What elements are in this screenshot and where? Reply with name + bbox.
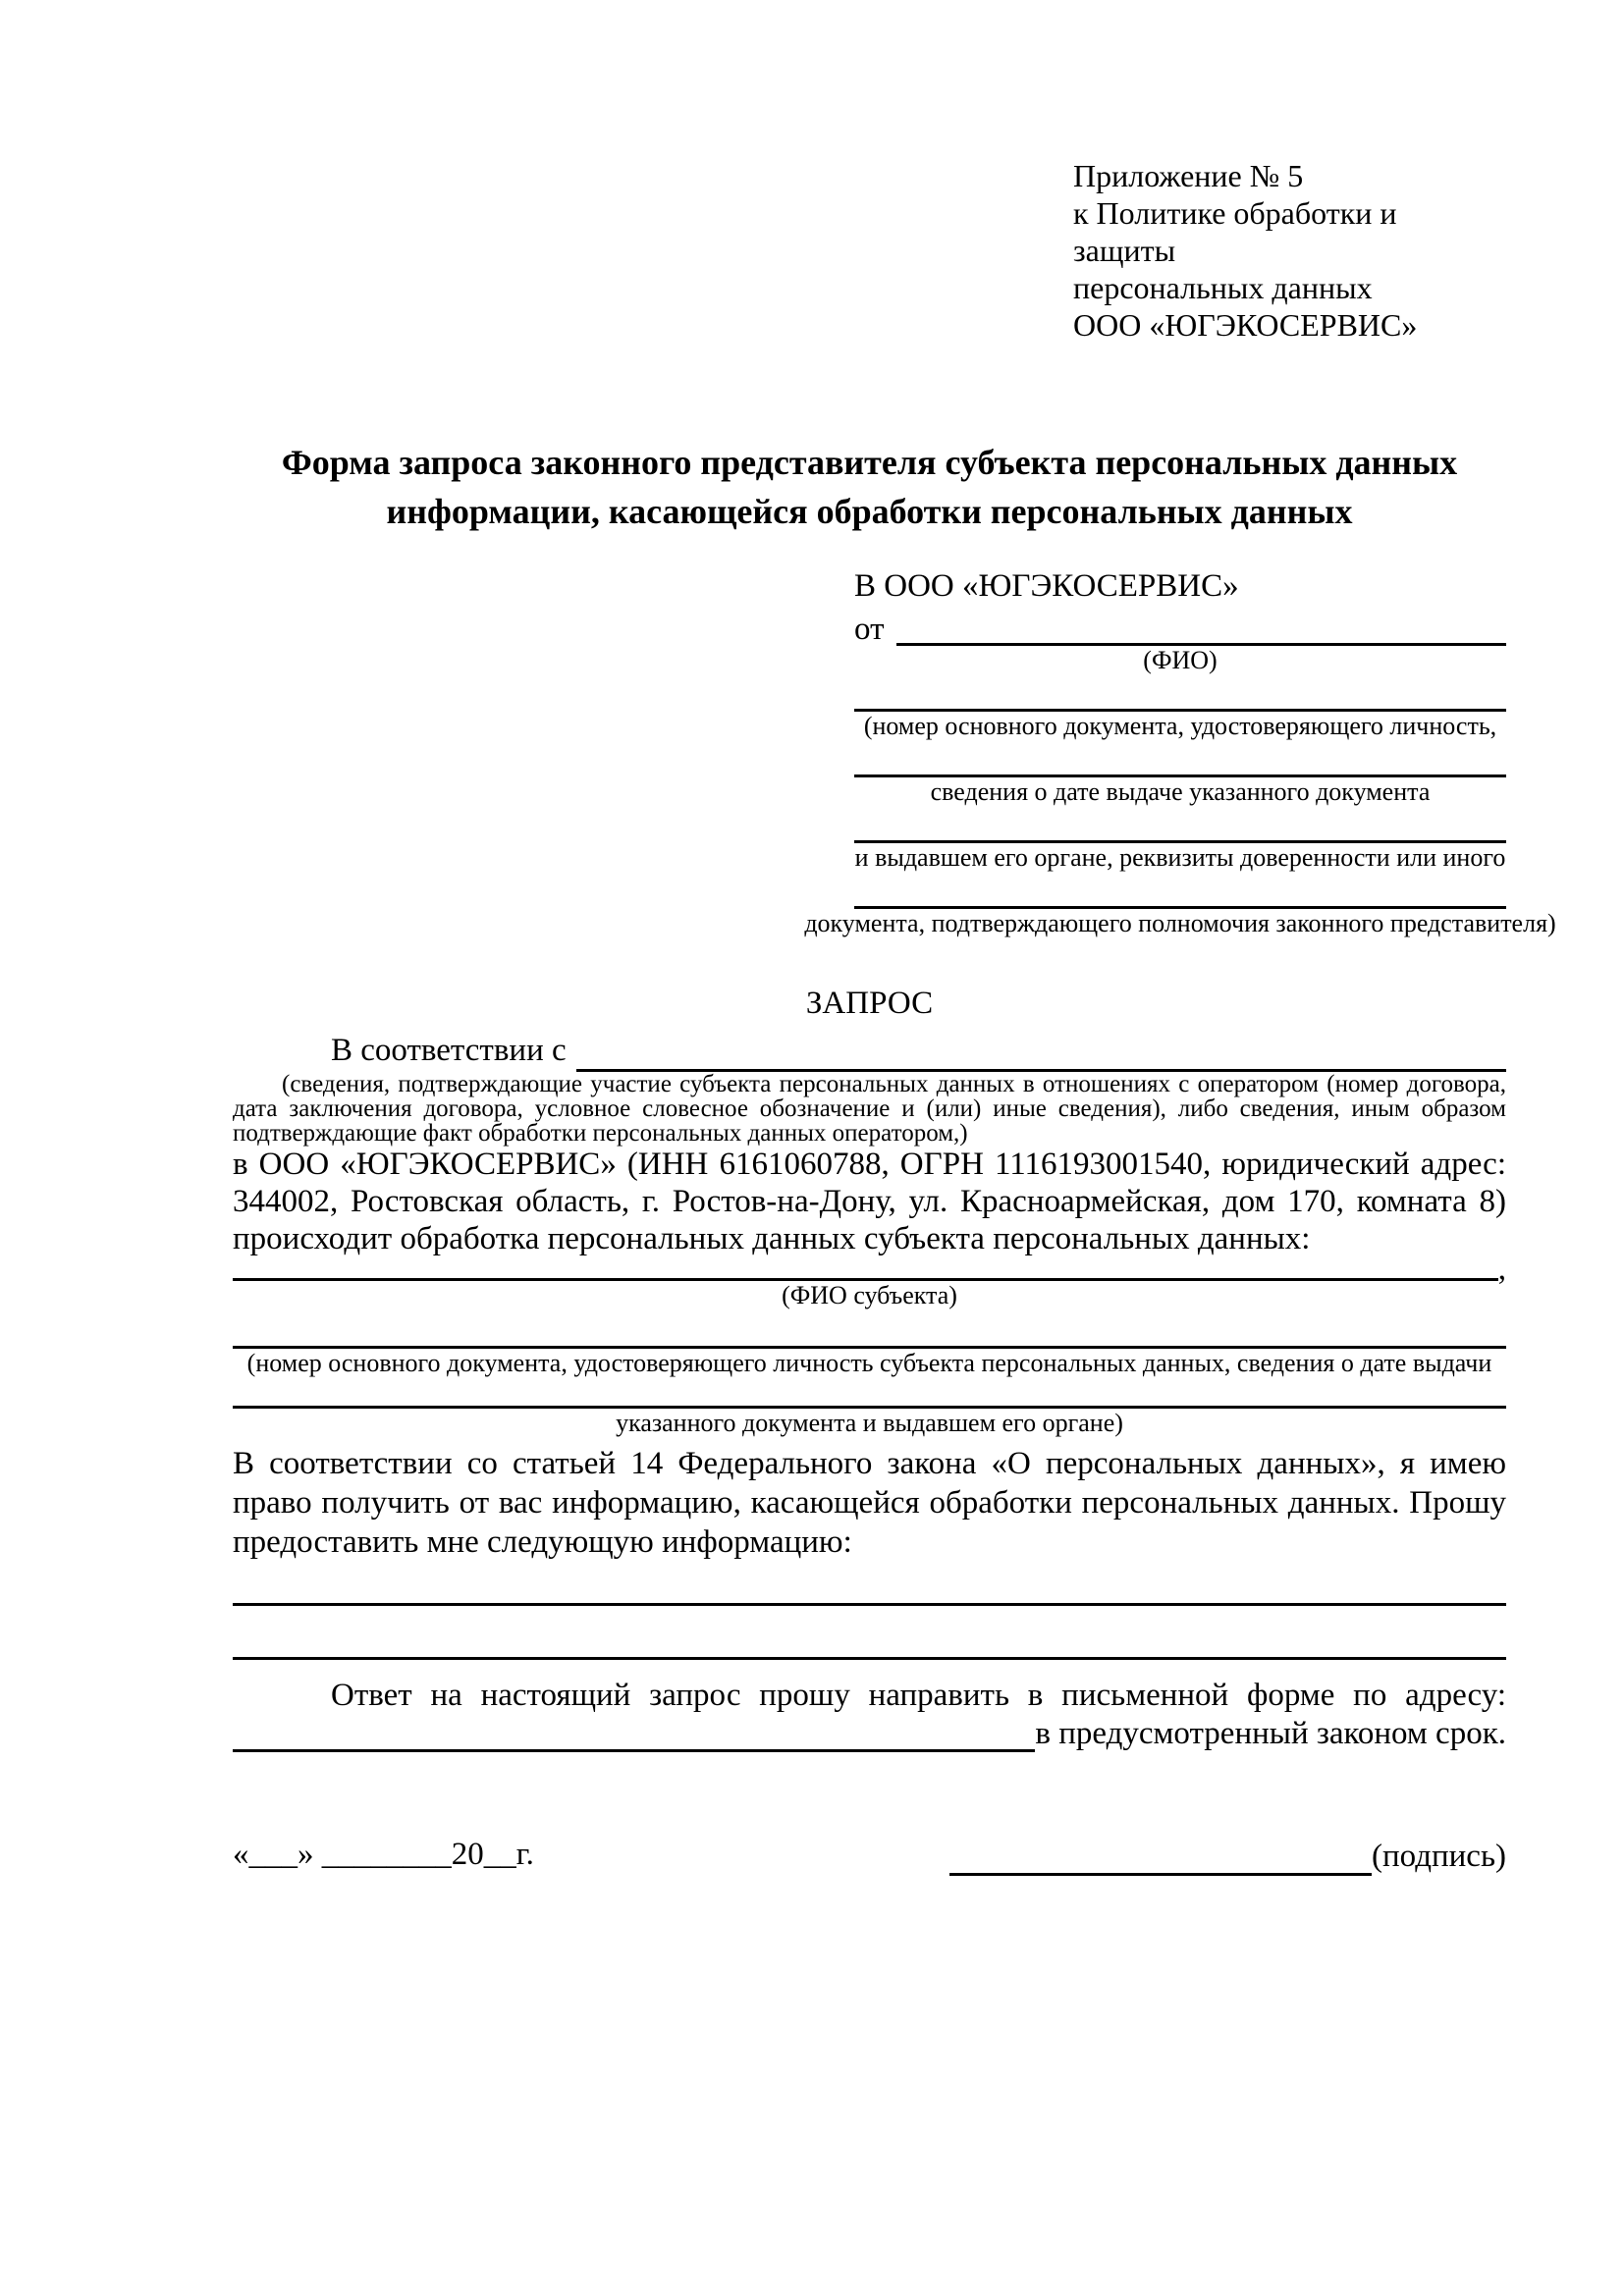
subject-fio-row	[233, 1252, 1506, 1287]
subject-doc-caption-2: указанного документа и выдавшем его органе)	[616, 1409, 1123, 1437]
operator-paragraph: в ООО «ЮГЭКОСЕРВИС» (ИНН 6161060788, ОГРН 1116193001540, юридический адрес: 344002, Ростовская область, г. Ростов-на-Дону, ул. Красноармейская, дом 170, комната 8) происходит обработка персональных данных субъекта персональных данных:	[233, 1147, 1506, 1256]
field-blank-line	[854, 873, 1506, 909]
annex-line: Приложение № 5	[1073, 158, 1304, 193]
answer-paragraph: Ответ на настоящий запрос прошу направить в письменной форме по адресу:	[331, 1678, 1506, 1713]
footer-row	[233, 1833, 1506, 1876]
addressee-block	[804, 565, 1556, 938]
form-title-line: Форма запроса законного представителя субъекта персональных данных	[281, 443, 1458, 482]
subject-doc-blank-line	[233, 1318, 1506, 1349]
subject-fio-caption: (ФИО субъекта)	[782, 1281, 957, 1309]
law-paragraph: В соответствии со статьей 14 Федерального закона «О персональных данных», я имею право получить от вас информацию, касающейся обработки персональных данных. Прошу предоставить мне следующую информацию:	[233, 1446, 1506, 1560]
field-caption: документа, подтверждающего полномочия законного представителя)	[804, 909, 1556, 937]
trailing-comma: ,	[1497, 1252, 1506, 1287]
subject-doc-caption: (номер основного документа, удостоверяющего личность субъекта персональных данных, сведения о дате выдачи	[246, 1349, 1492, 1377]
form-title-line: информации, касающейся обработки персональных данных	[386, 492, 1353, 531]
field-blank-line	[854, 675, 1506, 712]
signature-group	[949, 1837, 1506, 1876]
annex-line: ООО «ЮГЭКОСЕРВИС»	[1073, 307, 1418, 343]
intro-label: В соответствии с	[331, 1033, 567, 1068]
signature-blank-line	[949, 1840, 1372, 1876]
fine-print-note: (сведения, подтверждающие участие субъекта персональных данных в отношениях с оператором (номер договора, дата заключения договора, условное словесное обозначение и (или) иные сведения), либо сведения, иным образом подтверждающие факт обработки персональных данных оператором,)	[233, 1071, 1506, 1147]
field-blank-line	[854, 741, 1506, 777]
form-title	[233, 438, 1506, 536]
fio-caption: (ФИО)	[1143, 646, 1218, 674]
annex-header	[1073, 157, 1506, 344]
subject-doc-blank-line-2	[233, 1378, 1506, 1409]
field-caption: и выдавшем его органе, реквизиты доверенности или иного	[854, 843, 1506, 872]
from-label: от	[854, 612, 885, 647]
info-blank-line	[233, 1562, 1506, 1606]
signature-caption: (подпись)	[1372, 1839, 1506, 1874]
answer-tail: в предусмотренный законом срок.	[1035, 1716, 1506, 1751]
field-blank-line	[854, 807, 1506, 843]
info-blank-line	[233, 1606, 1506, 1660]
field-caption: (номер основного документа, удостоверяющего личность,	[863, 712, 1497, 740]
address-blank-line	[233, 1749, 1035, 1752]
request-heading: ЗАПРОС	[805, 986, 934, 1021]
address-row	[233, 1715, 1506, 1752]
annex-line: к Политике обработки и защиты	[1073, 195, 1397, 268]
field-caption: сведения о дате выдаче указанного документа	[930, 777, 1431, 806]
annex-line: персональных данных	[1073, 270, 1373, 305]
addressee-company: В ООО «ЮГЭКОСЕРВИС»	[854, 568, 1239, 604]
intro-row	[233, 1029, 1506, 1072]
from-row	[854, 613, 1506, 646]
date-line: «___» ________20__г.	[233, 1837, 534, 1872]
